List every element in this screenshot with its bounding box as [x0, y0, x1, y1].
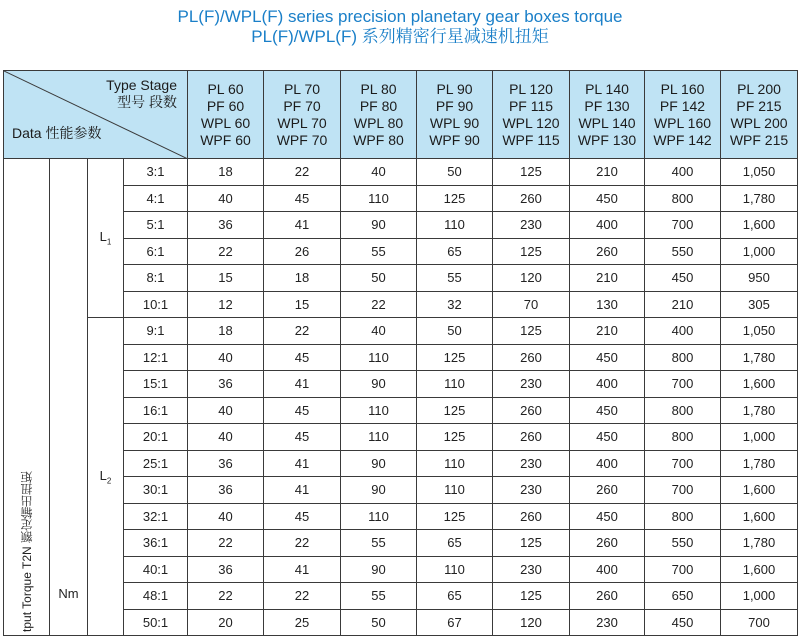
torque-value-cell: 45: [264, 185, 341, 212]
table-row: [4, 503, 798, 530]
torque-value-cell: 450: [570, 344, 645, 371]
torque-value-cell: 700: [645, 371, 721, 398]
torque-value-cell: 70: [493, 291, 570, 318]
torque-value-cell: 550: [645, 530, 721, 557]
torque-value-cell: 55: [341, 583, 417, 610]
ratio-cell: 12:1: [124, 344, 188, 371]
torque-value-cell: 110: [341, 503, 417, 530]
type-stage-label: Type Stage: [106, 77, 177, 93]
torque-value-cell: 40: [188, 185, 264, 212]
torque-value-cell: 36: [188, 450, 264, 477]
model-header: PL 120 PF 115 WPL 120 WPF 115: [493, 71, 570, 159]
torque-value-cell: 1,050: [721, 159, 798, 186]
torque-value-cell: 65: [417, 238, 493, 265]
output-torque-label-cell: [4, 159, 50, 636]
torque-value-cell: 260: [493, 503, 570, 530]
torque-value-cell: 110: [417, 371, 493, 398]
table-row: [4, 556, 798, 583]
torque-table-body: [4, 159, 798, 636]
torque-value-cell: 67: [417, 609, 493, 636]
torque-value-cell: 110: [417, 212, 493, 239]
torque-value-cell: 18: [188, 159, 264, 186]
table-row: [4, 318, 798, 345]
torque-value-cell: 550: [645, 238, 721, 265]
torque-value-cell: 90: [341, 450, 417, 477]
title-english: PL(F)/WPL(F) series precision planetary gear boxes torque: [177, 7, 623, 26]
stage-number: 1: [106, 237, 112, 247]
torque-value-cell: 210: [570, 265, 645, 292]
stage-number: 2: [106, 476, 112, 486]
torque-value-cell: 1,600: [721, 212, 798, 239]
ratio-cell: 6:1: [124, 238, 188, 265]
header-data-label: Data 性能参数: [12, 125, 102, 141]
torque-value-cell: 400: [645, 159, 721, 186]
torque-value-cell: 700: [645, 450, 721, 477]
torque-value-cell: 45: [264, 424, 341, 451]
header-corner-cell: [4, 71, 188, 159]
torque-value-cell: 450: [570, 397, 645, 424]
torque-value-cell: 230: [493, 477, 570, 504]
ratio-cell: 32:1: [124, 503, 188, 530]
model-header: PL 70 PF 70 WPL 70 WPF 70: [264, 71, 341, 159]
torque-value-cell: 110: [417, 477, 493, 504]
table-row: [4, 238, 798, 265]
torque-value-cell: 230: [493, 556, 570, 583]
ratio-cell: 8:1: [124, 265, 188, 292]
table-row: [4, 583, 798, 610]
torque-value-cell: 800: [645, 344, 721, 371]
torque-value-cell: 36: [188, 212, 264, 239]
torque-value-cell: 260: [493, 397, 570, 424]
torque-value-cell: 400: [645, 318, 721, 345]
torque-value-cell: 125: [493, 530, 570, 557]
torque-value-cell: 45: [264, 503, 341, 530]
torque-value-cell: 210: [570, 159, 645, 186]
torque-value-cell: 125: [493, 159, 570, 186]
torque-value-cell: 450: [570, 503, 645, 530]
model-header: PL 80 PF 80 WPL 80 WPF 80: [341, 71, 417, 159]
table-row: [4, 159, 798, 186]
torque-value-cell: 50: [417, 318, 493, 345]
torque-value-cell: 26: [264, 238, 341, 265]
torque-value-cell: 400: [570, 371, 645, 398]
torque-value-cell: 700: [645, 556, 721, 583]
torque-value-cell: 90: [341, 556, 417, 583]
torque-value-cell: 110: [417, 556, 493, 583]
torque-value-cell: 260: [570, 583, 645, 610]
torque-value-cell: 125: [417, 344, 493, 371]
torque-value-cell: 40: [188, 397, 264, 424]
torque-value-cell: 700: [645, 212, 721, 239]
table-row: [4, 397, 798, 424]
header-type-stage: [106, 77, 177, 111]
torque-value-cell: 650: [645, 583, 721, 610]
torque-value-cell: 55: [341, 530, 417, 557]
torque-value-cell: 230: [570, 609, 645, 636]
torque-value-cell: 450: [570, 424, 645, 451]
torque-value-cell: 260: [493, 185, 570, 212]
output-torque-label: tput Torque T2N 额定输出扭矩: [20, 471, 34, 632]
table-row: [4, 344, 798, 371]
torque-value-cell: 22: [264, 318, 341, 345]
ratio-cell: 40:1: [124, 556, 188, 583]
torque-value-cell: 260: [570, 530, 645, 557]
torque-value-cell: 260: [570, 238, 645, 265]
torque-value-cell: 120: [493, 265, 570, 292]
torque-value-cell: 22: [188, 238, 264, 265]
ratio-cell: 36:1: [124, 530, 188, 557]
torque-value-cell: 90: [341, 477, 417, 504]
torque-value-cell: 1,600: [721, 371, 798, 398]
table-row: [4, 212, 798, 239]
torque-value-cell: 1,050: [721, 318, 798, 345]
torque-value-cell: 41: [264, 371, 341, 398]
ratio-cell: 25:1: [124, 450, 188, 477]
torque-value-cell: 125: [417, 397, 493, 424]
torque-value-cell: 125: [417, 424, 493, 451]
torque-value-cell: 1,600: [721, 477, 798, 504]
torque-value-cell: 125: [493, 583, 570, 610]
torque-value-cell: 55: [417, 265, 493, 292]
torque-value-cell: 110: [341, 344, 417, 371]
torque-value-cell: 50: [417, 159, 493, 186]
torque-value-cell: 1,780: [721, 450, 798, 477]
torque-value-cell: 36: [188, 371, 264, 398]
torque-value-cell: 230: [493, 371, 570, 398]
torque-value-cell: 110: [417, 450, 493, 477]
title-chinese: PL(F)/WPL(F) 系列精密行星减速机扭矩: [251, 27, 549, 46]
table-row: [4, 185, 798, 212]
ratio-cell: 15:1: [124, 371, 188, 398]
table-row: [4, 477, 798, 504]
torque-value-cell: 40: [341, 159, 417, 186]
torque-value-cell: 22: [188, 530, 264, 557]
torque-value-cell: 130: [570, 291, 645, 318]
torque-value-cell: 450: [645, 265, 721, 292]
torque-value-cell: 22: [264, 159, 341, 186]
torque-value-cell: 110: [341, 397, 417, 424]
torque-value-cell: 22: [264, 583, 341, 610]
torque-value-cell: 90: [341, 371, 417, 398]
torque-value-cell: 125: [493, 238, 570, 265]
table-row: [4, 291, 798, 318]
torque-value-cell: 40: [341, 318, 417, 345]
torque-value-cell: 36: [188, 556, 264, 583]
torque-value-cell: 90: [341, 212, 417, 239]
torque-value-cell: 400: [570, 450, 645, 477]
torque-value-cell: 800: [645, 397, 721, 424]
torque-value-cell: 45: [264, 397, 341, 424]
table-row: [4, 371, 798, 398]
torque-value-cell: 700: [721, 609, 798, 636]
torque-value-cell: 15: [264, 291, 341, 318]
torque-value-cell: 1,780: [721, 397, 798, 424]
model-header: PL 90 PF 90 WPL 90 WPF 90: [417, 71, 493, 159]
torque-value-cell: 800: [645, 185, 721, 212]
torque-value-cell: 230: [493, 450, 570, 477]
torque-value-cell: 1,780: [721, 185, 798, 212]
torque-value-cell: 20: [188, 609, 264, 636]
torque-value-cell: 450: [570, 185, 645, 212]
ratio-cell: 16:1: [124, 397, 188, 424]
torque-value-cell: 450: [645, 609, 721, 636]
torque-value-cell: 120: [493, 609, 570, 636]
model-header: PL 60 PF 60 WPL 60 WPF 60: [188, 71, 264, 159]
torque-value-cell: 41: [264, 477, 341, 504]
torque-value-cell: 125: [493, 318, 570, 345]
stage-label: [88, 159, 124, 318]
ratio-cell: 4:1: [124, 185, 188, 212]
torque-table: [3, 70, 798, 636]
unit-label: Nm: [50, 159, 88, 636]
type-stage-label-cn: 型号 段数: [117, 94, 177, 110]
torque-value-cell: 36: [188, 477, 264, 504]
torque-value-cell: 260: [493, 344, 570, 371]
table-row: [4, 530, 798, 557]
torque-value-cell: 260: [493, 424, 570, 451]
torque-value-cell: 12: [188, 291, 264, 318]
ratio-cell: 30:1: [124, 477, 188, 504]
torque-value-cell: 800: [645, 503, 721, 530]
torque-value-cell: 1,000: [721, 238, 798, 265]
torque-value-cell: 22: [264, 530, 341, 557]
table-row: [4, 424, 798, 451]
torque-value-cell: 65: [417, 530, 493, 557]
torque-value-cell: 950: [721, 265, 798, 292]
table-row: [4, 265, 798, 292]
torque-value-cell: 1,000: [721, 583, 798, 610]
ratio-cell: 48:1: [124, 583, 188, 610]
torque-value-cell: 50: [341, 609, 417, 636]
stage-letter: L: [99, 229, 107, 245]
model-header: PL 200 PF 215 WPL 200 WPF 215: [721, 71, 798, 159]
torque-value-cell: 15: [188, 265, 264, 292]
torque-value-cell: 210: [645, 291, 721, 318]
torque-value-cell: 125: [417, 503, 493, 530]
ratio-cell: 20:1: [124, 424, 188, 451]
model-header: PL 160 PF 142 WPL 160 WPF 142: [645, 71, 721, 159]
torque-value-cell: 40: [188, 424, 264, 451]
torque-value-cell: 41: [264, 556, 341, 583]
ratio-cell: 9:1: [124, 318, 188, 345]
table-row: [4, 609, 798, 636]
torque-value-cell: 1,600: [721, 556, 798, 583]
stage-label: [88, 318, 124, 636]
torque-value-cell: 25: [264, 609, 341, 636]
torque-value-cell: 41: [264, 212, 341, 239]
torque-value-cell: 65: [417, 583, 493, 610]
torque-value-cell: 210: [570, 318, 645, 345]
torque-value-cell: 400: [570, 212, 645, 239]
torque-value-cell: 41: [264, 450, 341, 477]
torque-value-cell: 1,600: [721, 503, 798, 530]
torque-value-cell: 125: [417, 185, 493, 212]
torque-value-cell: 1,000: [721, 424, 798, 451]
torque-value-cell: 40: [188, 503, 264, 530]
ratio-cell: 10:1: [124, 291, 188, 318]
torque-value-cell: 50: [341, 265, 417, 292]
torque-value-cell: 700: [645, 477, 721, 504]
model-header: PL 140 PF 130 WPL 140 WPF 130: [570, 71, 645, 159]
torque-value-cell: 45: [264, 344, 341, 371]
ratio-cell: 3:1: [124, 159, 188, 186]
torque-value-cell: 260: [570, 477, 645, 504]
torque-value-cell: 18: [264, 265, 341, 292]
torque-value-cell: 40: [188, 344, 264, 371]
ratio-cell: 5:1: [124, 212, 188, 239]
torque-value-cell: 1,780: [721, 344, 798, 371]
torque-value-cell: 22: [188, 583, 264, 610]
torque-value-cell: 400: [570, 556, 645, 583]
ratio-cell: 50:1: [124, 609, 188, 636]
torque-value-cell: 55: [341, 238, 417, 265]
torque-value-cell: 110: [341, 424, 417, 451]
torque-value-cell: 230: [493, 212, 570, 239]
stage-letter: L: [99, 467, 107, 483]
torque-value-cell: 1,780: [721, 530, 798, 557]
torque-value-cell: 305: [721, 291, 798, 318]
torque-value-cell: 800: [645, 424, 721, 451]
torque-value-cell: 110: [341, 185, 417, 212]
torque-value-cell: 22: [341, 291, 417, 318]
torque-value-cell: 32: [417, 291, 493, 318]
torque-value-cell: 18: [188, 318, 264, 345]
table-row: [4, 450, 798, 477]
